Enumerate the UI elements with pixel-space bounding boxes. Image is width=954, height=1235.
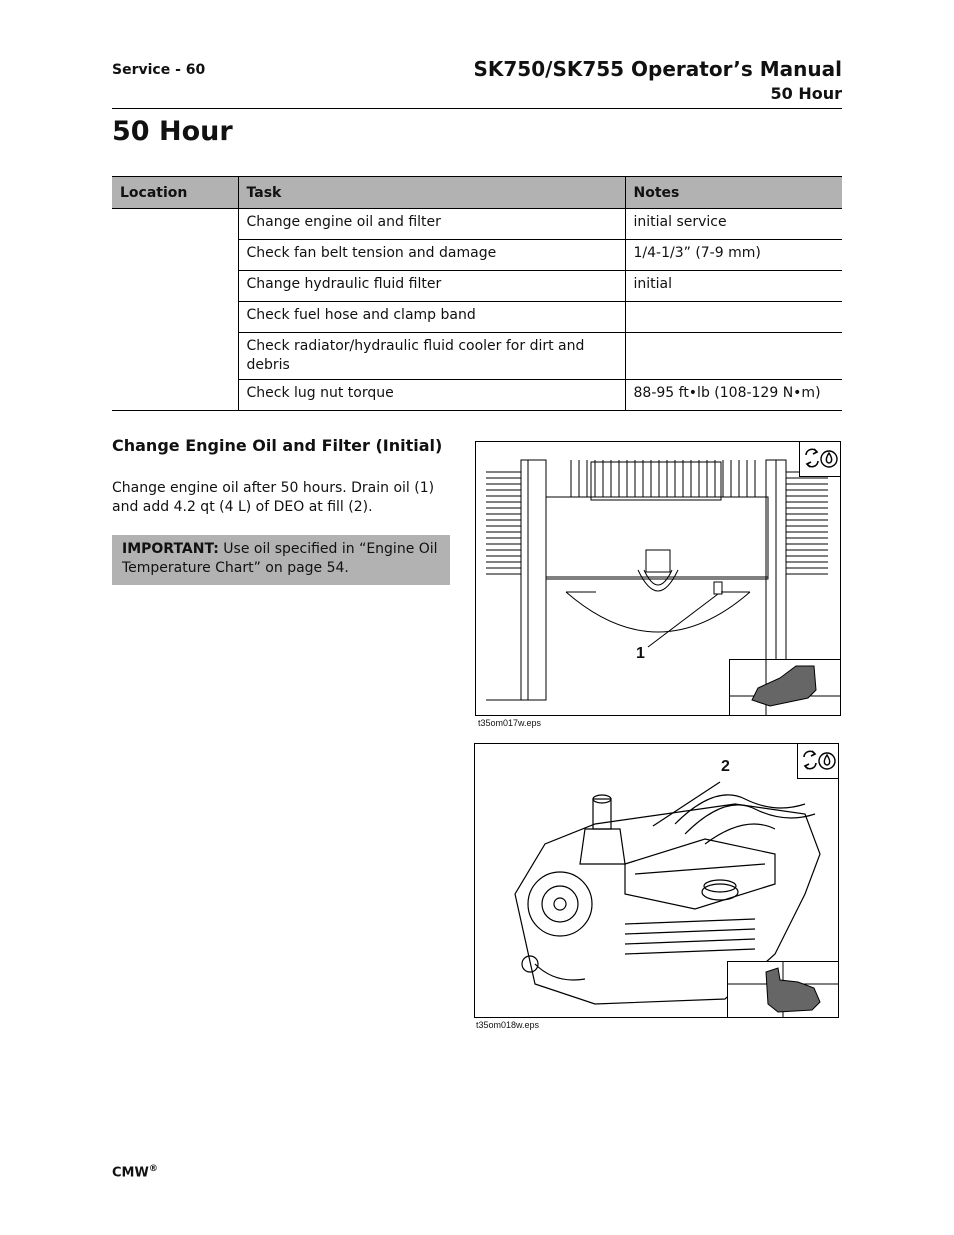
registered-mark: ® bbox=[148, 1164, 158, 1174]
header-rule bbox=[112, 108, 842, 109]
brand-name: CMW bbox=[112, 1165, 149, 1181]
manual-subtitle: 50 Hour bbox=[770, 84, 842, 103]
figure-1-caption: t35om017w.eps bbox=[478, 718, 542, 728]
table-header-row bbox=[112, 177, 842, 209]
change-icon bbox=[806, 449, 818, 467]
section-title: Change Engine Oil and Filter (Initial) bbox=[112, 436, 443, 455]
oil-drop-icon bbox=[821, 451, 837, 467]
task-cell: Check lug nut torque bbox=[238, 380, 625, 411]
column-header-task: Task bbox=[238, 177, 625, 209]
column-header-location: Location bbox=[112, 177, 238, 209]
manual-title: SK750/SK755 Operator’s Manual bbox=[473, 57, 842, 81]
location-inset bbox=[729, 659, 841, 716]
footer-brand bbox=[112, 1164, 158, 1180]
figure-oil-drain bbox=[475, 441, 841, 716]
important-label: IMPORTANT: bbox=[122, 541, 219, 557]
section-body: Change engine oil after 50 hours. Drain oil (1) and add 4.2 qt (4 L) of DEO at fill (2). bbox=[112, 480, 435, 515]
figure-oil-fill bbox=[474, 743, 839, 1018]
notes-cell bbox=[625, 333, 842, 380]
notes-cell: initial service bbox=[625, 209, 842, 240]
task-cell: Change engine oil and filter bbox=[238, 209, 625, 240]
table-row bbox=[112, 209, 842, 240]
oil-drop-icon bbox=[819, 753, 835, 769]
location-inset bbox=[727, 961, 839, 1018]
callout-2: 2 bbox=[721, 758, 730, 775]
figure-2-caption: t35om018w.eps bbox=[476, 1020, 540, 1030]
callout-1: 1 bbox=[636, 645, 645, 662]
task-cell: Check fuel hose and clamp band bbox=[238, 302, 625, 333]
location-cell bbox=[112, 209, 238, 411]
header-left: Service - 60 bbox=[112, 62, 206, 78]
service-icons-badge bbox=[797, 744, 838, 779]
notes-cell: 88-95 ft•lb (108-129 N•m) bbox=[625, 380, 842, 411]
column-header-notes: Notes bbox=[625, 177, 842, 209]
task-cell: Check fan belt tension and damage bbox=[238, 240, 625, 271]
change-icon bbox=[804, 751, 816, 769]
service-table bbox=[112, 176, 842, 411]
important-note bbox=[112, 535, 450, 585]
notes-cell: 1/4-1/3” (7-9 mm) bbox=[625, 240, 842, 271]
service-icons-badge bbox=[799, 442, 840, 477]
left-grille-lines bbox=[486, 472, 521, 574]
page-title: 50 Hour bbox=[112, 116, 233, 147]
important-text: Use oil specified in “Engine Oil Temperature Chart” on page 54. bbox=[122, 541, 438, 576]
notes-cell bbox=[625, 302, 842, 333]
task-cell: Check radiator/hydraulic fluid cooler for dirt and debris bbox=[238, 333, 625, 380]
task-cell: Change hydraulic fluid filter bbox=[238, 271, 625, 302]
notes-cell: initial bbox=[625, 271, 842, 302]
